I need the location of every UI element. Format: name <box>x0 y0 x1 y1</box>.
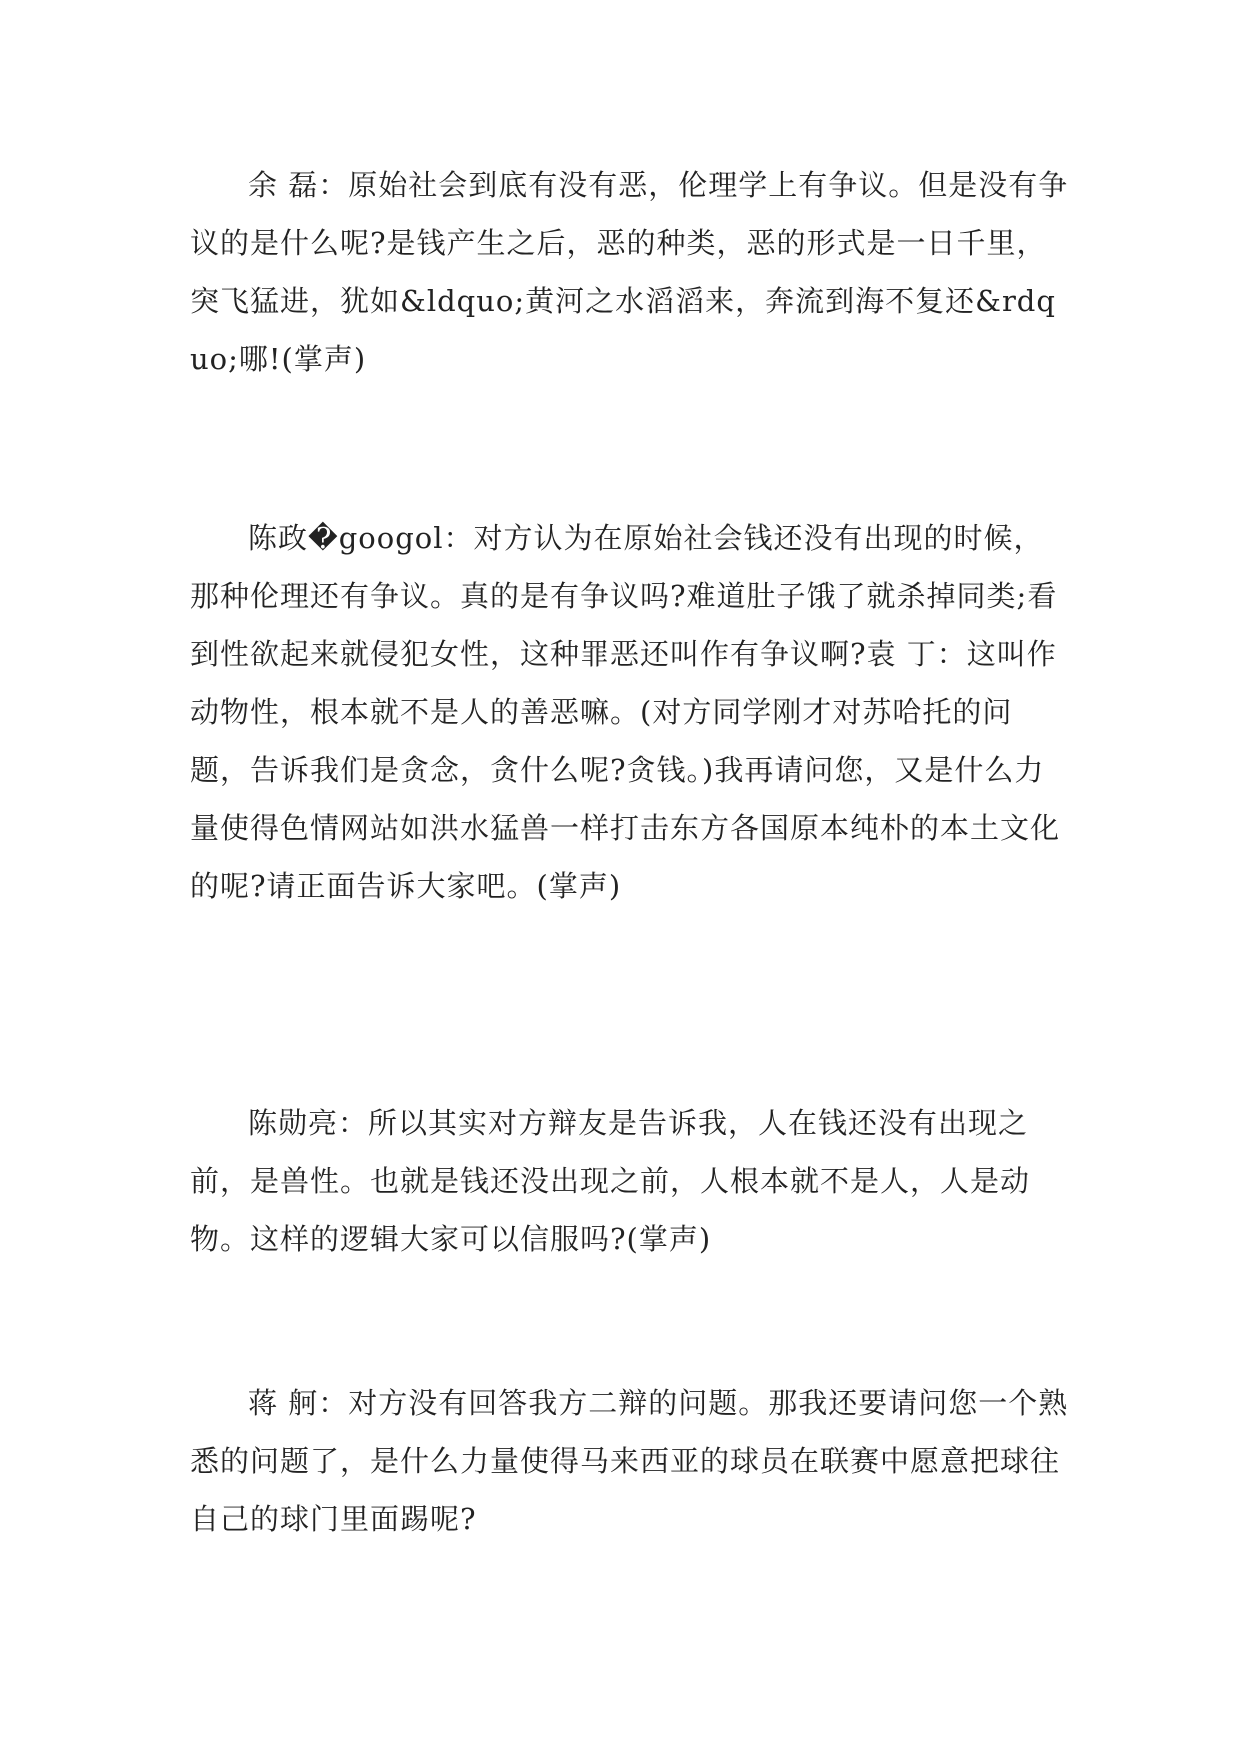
paragraph-jiang-ge: 蒋 舸：对方没有回答我方二辩的问题。那我还要请问您一个熟悉的问题了，是什么力量使得马来西亚的球员在联赛中愿意把球往自己的球门里面踢呢? <box>190 1386 1069 1536</box>
paragraph-yu-lei: 余 磊：原始社会到底有没有恶，伦理学上有争议。但是没有争议的是什么呢?是钱产生之后，恶的种类，恶的形式是一日千里，突飞猛进，犹如&ldquo;黄河之水滔滔来，奔流到海不复还&rdquo;哪!(掌声) <box>190 168 1069 376</box>
paragraph-chen-zheng: 陈政�googol：对方认为在原始社会钱还没有出现的时候，那种伦理还有争议。真的是有争议吗?难道肚子饿了就杀掉同类;看到性欲起来就侵犯女性，这种罪恶还叫作有争议啊?袁 丁：这叫作动物性，根本就不是人的善恶嘛。(对方同学刚才对苏哈托的问题，告诉我们是贪念，贪什么呢?贪钱。)我再请问您，又是什么力量使得色情网站如洪水猛兽一样打击东方各国原本纯朴的本土文化的呢?请正面告诉大家吧。(掌声) <box>190 521 1061 903</box>
paragraph-chen-xunliang: 陈勋亮：所以其实对方辩友是告诉我，人在钱还没有出现之前，是兽性。也就是钱还没出现之前，人根本就不是人，人是动物。这样的逻辑大家可以信服吗?(掌声) <box>190 1106 1031 1256</box>
